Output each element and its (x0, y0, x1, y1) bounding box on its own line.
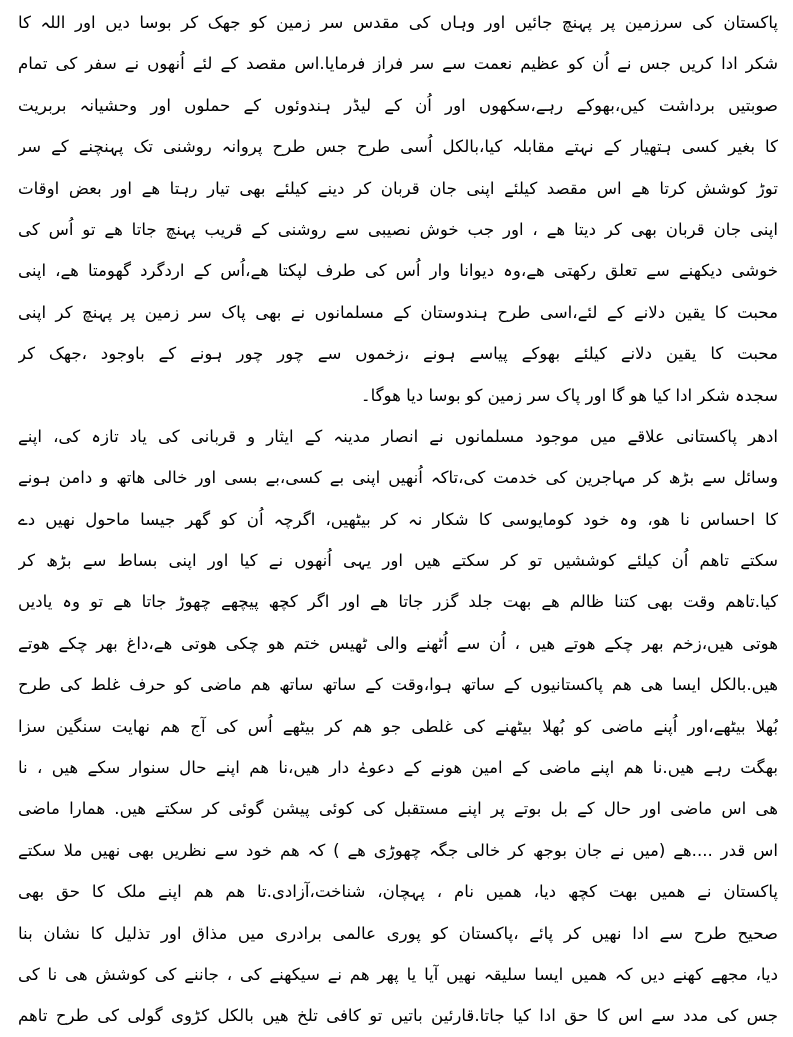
text-line: کیا.تاھم وقت بھی کتنا ظالم ھے بھت جلد گزر جاتا ھے اور اگر کچھ پیچھے چھوڑ جاتا ھے تو وہ یادیں (18, 592, 778, 612)
text-line: محبت کا یقین دلانے کیلئے بھوکے پیاسے ہونے ،زخموں سے چور چور ہونے کے باوجود ،جھک کر (18, 344, 778, 364)
text-line: توڑ کوشش کرتا ھے اس مقصد کیلئے اپنی جان قربان کر دینے کیلئے بھی تیار رہتا ھے اور بعض اوقات (18, 178, 778, 198)
text-line: سکتے تاھم اُن کیلئے کوششیں تو کر سکتے ھیں اور یہی اُنھوں نے کیا اور اپنی بساط سے بڑھ کر (18, 551, 778, 571)
text-line: صوبتیں برداشت کیں،بھوکے رہے،سکھوں اور اُن کے لیڈر ہندوئوں کے حملوں اور وحشیانہ بربریت (18, 95, 778, 115)
text-line: پاکستان نے ھمیں بھت کچھ دیا، ھمیں نام ، پہچان، شناخت،آزادی.تا ھم ھم اپنے ملک کا حق بھی (18, 882, 778, 902)
text-line: محبت کا یقین دلانے کے لئے،اسی طرح ہندوستان کے مسلمانوں نے بھی پاک سر زمین پر پہنچ کر اپنی (18, 302, 778, 322)
text-line: ھیں.بالکل ایسا ھی ھم پاکستانیوں کے ساتھ ہوا،وقت کے ساتھ ساتھ ھم ماضی کو حرف غلط کی طرح (18, 675, 778, 695)
paragraph-end-line: سجدہ شکر ادا کیا ھو گا اور پاک سر زمین کو بوسا دیا ھوگا۔ (360, 385, 778, 405)
text-line: خوشی دیکھنے سے تعلق رکھتی ھے،وہ دیوانا وار اُس کی طرف لپکتا ھے،اُس کے اردگرد گھومتا ھے، اپنی (18, 261, 778, 281)
text-line: ھوتی ھیں،زخم بھر چکے ھوتے ھیں ، اُن سے اُٹھنے والی ٹھیس ختم ھو چکی ھوتی ھے،داغ بھر چکے ھوتے (18, 633, 778, 653)
text-line: جس کی مدد سے اس کا حق ادا کیا جاتا.قارئین باتیں تو کافی تلخ ھیں بالکل کڑوی گولی کی طرح تاھم (18, 1006, 778, 1026)
text-line: کا احساس نا ھو، وہ خود کومایوسی کا شکار نہ کر بیٹھیں، اگرچہ اُن کو گھر جیسا ماحول نھیں دے (18, 509, 778, 529)
text-line: بھگت رہے ھیں.نا ھم اپنے ماضی کے امین ھونے کے دعوےٰ دار ھیں،نا ھم اپنے حال سنوار سکے ھیں ، نا (18, 758, 778, 778)
text-line: پاکستان کی سرزمین پر پہنچ جائیں اور وہاں کی مقدس سر زمین کو جھک کر بوسا دیں اور اللہ کا (18, 13, 778, 32)
text-line: بُھلا بیٹھے،اور اُپنے ماضی کو بُھلا بیٹھنے کی غلطی جو ھم کر بیٹھے اُس کی آج ھم نھایت سنگین سزا (18, 716, 778, 736)
text-line: صحیح طرح سے ادا نھیں کر پائے ،پاکستان کو پوری عالمی برادری میں مذاق اور تذلیل کا نشان بنا (18, 923, 778, 943)
text-line: دیا، مجھے کھنے دیں کہ ھمیں ایسا سلیقہ نھیں آیا یا پھر ھم نے سیکھنے کی ، جاننے کی کوشش ھی نا کی (18, 964, 778, 984)
text-line: ھی اس ماضی اور حال کے بل بوتے پر اپنے مستقبل کی کوئی پیشن گوئی کر سکتے ھیں. ھمارا ماضی (18, 799, 778, 819)
urdu-text-page (18, 2, 778, 1026)
text-line: ادھر پاکستانی علاقے میں موجود مسلمانوں نے انصار مدینہ کے ایثار و قربانی کی یاد تازہ کی، اپنے (18, 426, 778, 446)
text-line: شکر ادا کریں جس نے اُن کو عظیم نعمت سے سر فراز فرمایا.اس مقصد کے لئے اُنھوں نے سفر کی تمام (18, 54, 778, 74)
text-line: کا بغیر کسی ہتھیار کے نہتے مقابلہ کیا،بالکل اُسی طرح جس طرح پروانہ روشنی تک پہنچنے کے سر (18, 137, 778, 157)
text-line: اس قدر ....ھے (میں نے جان بوجھ کر خالی جگہ چھوڑی ھے ) کہ ھم خود سے نظریں بھی نھیں ملا سکتے (18, 840, 778, 860)
text-line: اپنی جان قربان بھی کر دیتا ھے ، اور جب خوش نصیبی سے روشنی کے قریب پہنچ جاتا ھے تو اُس کی (18, 219, 778, 239)
text-line: وسائل سے بڑھ کر مہاجرین کی خدمت کی،تاکہ اُنھیں اپنی بے کسی،بے بسی اور خالی ھاتھ و دامن ہونے (18, 468, 778, 488)
